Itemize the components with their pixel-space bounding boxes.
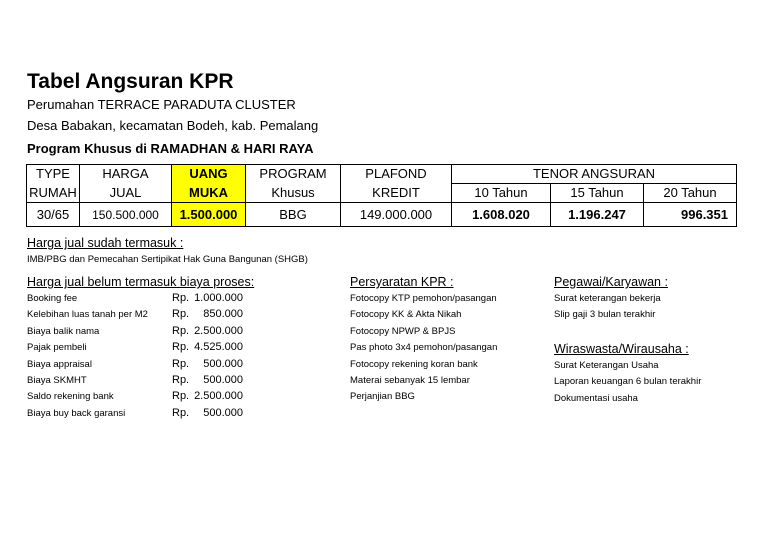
requirement-item: Pas photo 3x4 pemohon/pasangan <box>350 342 498 354</box>
cost-label: Biaya appraisal <box>27 358 92 370</box>
cell-tenor-15: 1.196.247 <box>551 203 644 227</box>
cost-label: Pajak pembeli <box>27 342 87 354</box>
cost-currency: Rp. <box>172 357 190 370</box>
cell-plafond: 149.000.000 <box>341 203 452 227</box>
header-jual: JUAL <box>80 184 172 203</box>
cost-amount: 500.000 <box>203 374 243 386</box>
cell-uang-muka: 1.500.000 <box>172 203 246 227</box>
cost-currency: Rp. <box>172 406 190 419</box>
cost-label: Biaya balik nama <box>27 325 100 337</box>
header-type: TYPE <box>27 165 80 184</box>
header-tenor-10: 10 Tahun <box>452 184 551 203</box>
promo-heading: Program Khusus di RAMADHAN & HARI RAYA <box>27 141 314 156</box>
requirement-item: Fotocopy NPWP & BPJS <box>350 325 456 337</box>
header-harga: HARGA <box>80 165 172 184</box>
requirements-heading: Persyaratan KPR : <box>350 275 454 289</box>
entrepreneur-item: Laporan keuangan 6 bulan terakhir <box>554 376 702 388</box>
cost-currency: Rp. <box>172 341 190 354</box>
header-rumah: RUMAH <box>27 184 80 203</box>
cost-amount: 2.500.000 <box>194 324 243 337</box>
header-tenor: TENOR ANGSURAN <box>452 165 737 184</box>
project-name: Perumahan TERRACE PARADUTA CLUSTER <box>27 97 296 112</box>
employee-item: Slip gaji 3 bulan terakhir <box>554 309 656 321</box>
cell-tenor-10: 1.608.020 <box>452 203 551 227</box>
page-title: Tabel Angsuran KPR <box>27 70 234 93</box>
cost-currency: Rp. <box>172 292 190 304</box>
cost-amount: 850.000 <box>203 308 243 321</box>
cost-amount: 2.500.000 <box>194 390 243 403</box>
requirement-item: Fotocopy KK & Akta Nikah <box>350 309 462 321</box>
header-plafond: PLAFOND <box>341 165 452 184</box>
header-uang-muka: UANG <box>172 165 246 184</box>
entrepreneur-item: Dokumentasi usaha <box>554 392 638 404</box>
cell-tenor-20: 996.351 <box>644 203 737 227</box>
cost-currency: Rp. <box>172 324 190 337</box>
costs-heading: Harga jual belum termasuk biaya proses: <box>27 275 255 289</box>
entrepreneur-heading: Wiraswasta/Wirausaha : <box>554 342 689 356</box>
installment-table <box>26 164 737 227</box>
included-heading: Harga jual sudah termasuk : <box>27 236 184 250</box>
requirement-item: Fotocopy KTP pemohon/pasangan <box>350 293 497 304</box>
cost-amount: 500.000 <box>203 406 243 419</box>
requirement-item: Fotocopy rekening koran bank <box>350 358 478 370</box>
header-tenor-15: 15 Tahun <box>551 184 644 203</box>
cell-program: BBG <box>246 203 341 227</box>
cost-currency: Rp. <box>172 374 190 386</box>
project-location: Desa Babakan, kecamatan Bodeh, kab. Pemalang <box>27 118 319 133</box>
header-program: PROGRAM <box>246 165 341 184</box>
cell-type: 30/65 <box>27 203 80 227</box>
cost-label: Booking fee <box>27 293 78 304</box>
included-text: IMB/PBG dan Pemecahan Sertipikat Hak Guna Bangunan (SHGB) <box>27 254 308 265</box>
cost-currency: Rp. <box>172 308 190 321</box>
header-tenor-20: 20 Tahun <box>644 184 737 203</box>
cost-label: Biaya buy back garansi <box>27 407 126 419</box>
cell-harga: 150.500.000 <box>80 203 172 227</box>
cost-amount: 1.000.000 <box>194 292 243 304</box>
cost-label: Saldo rekening bank <box>27 391 114 403</box>
entrepreneur-item: Surat Keterangan Usaha <box>554 360 659 371</box>
cost-amount: 4.525.000 <box>194 341 243 354</box>
employee-item: Surat keterangan bekerja <box>554 293 661 304</box>
cost-label: Biaya SKMHT <box>27 375 87 386</box>
cost-label: Kelebihan luas tanah per M2 <box>27 309 148 321</box>
cost-currency: Rp. <box>172 390 190 403</box>
employee-heading: Pegawai/Karyawan : <box>554 275 668 289</box>
requirement-item: Materai sebanyak 15 lembar <box>350 375 470 386</box>
header-kredit: KREDIT <box>341 184 452 203</box>
header-khusus: Khusus <box>246 184 341 203</box>
cost-amount: 500.000 <box>203 357 243 370</box>
header-muka: MUKA <box>172 184 246 203</box>
requirement-item: Perjanjian BBG <box>350 391 415 403</box>
